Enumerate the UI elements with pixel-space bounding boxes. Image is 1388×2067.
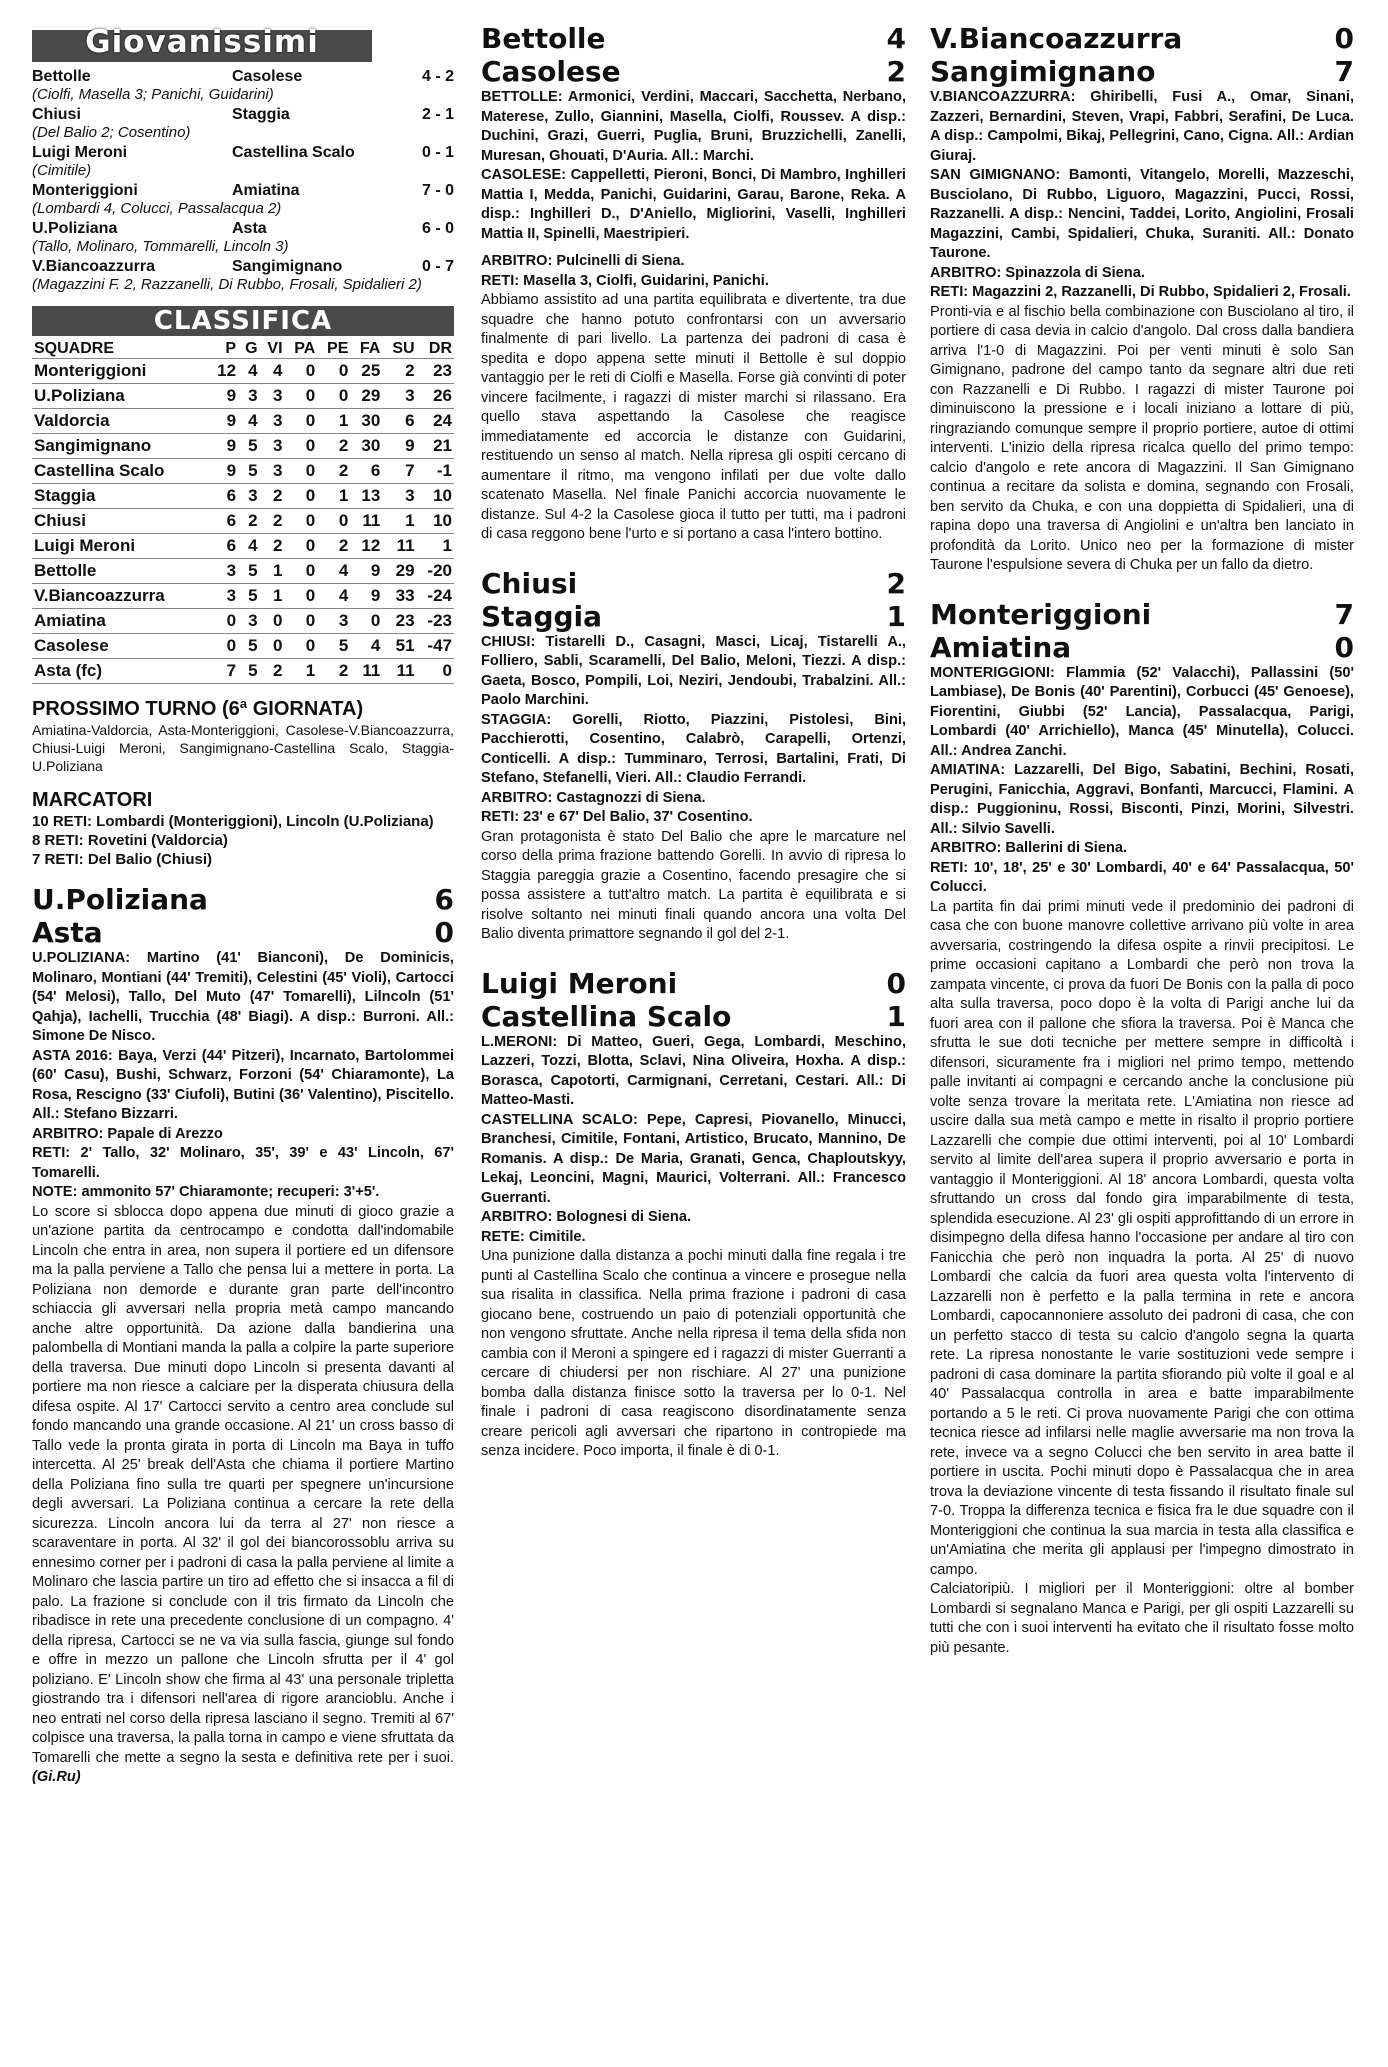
stat-cell: 33 [382,584,416,609]
stat-cell: 9 [208,384,238,409]
team-name: Casolese [32,634,208,659]
standings-row [32,609,454,634]
team-name: Sangimignano [32,434,208,459]
stat-cell: 0 [350,609,382,634]
standings-col-header: SU [392,340,415,357]
stat-cell: 1 [317,484,350,509]
match-report [32,1203,454,1788]
lineup-away: AMIATINA: Lazzarelli, Del Bigo, Sabatini, Bechini, Rosati, Perugini, Fanicchia, Aggravi, Bonfanti, Marcucci, Flamini. A disp.: Puggioninu, Rossi, Bisconti, Pinzi, Morini, Silvestri. All.: Silvio Savelli. [930,762,1354,837]
away-goals: 0 [1334,630,1354,664]
stat-cell: 0 [285,359,318,384]
standings-row [32,509,454,534]
stat-cell: 9 [382,434,416,459]
away-team: Casolese [232,68,303,85]
stat-cell: 2 [317,534,350,559]
stat-cell: 3 [238,609,260,634]
stat-cell: 2 [260,659,285,684]
stat-cell: 2 [382,359,416,384]
referee: ARBITRO: Spinazzola di Siena. [930,264,1145,281]
standings-col-header: PA [294,340,316,357]
column-right [930,22,1354,1658]
stat-cell: 2 [317,659,350,684]
away-goals: 1 [886,599,906,633]
home-team: Chiusi [481,566,578,600]
standings-row [32,534,454,559]
scorers: (Del Balio 2; Cosentino) [32,124,191,141]
home-team: Luigi Meroni [32,144,128,161]
stat-cell: 9 [350,559,382,584]
away-team: Amiatina [930,630,1072,664]
stat-cell: 2 [238,509,260,534]
stat-cell: 11 [350,509,382,534]
stat-cell: 29 [382,559,416,584]
stat-cell: 0 [285,559,318,584]
stat-cell: 0 [208,634,238,659]
stat-cell: 6 [208,484,238,509]
score: 2 - 1 [421,106,454,123]
stat-cell: 1 [285,659,318,684]
team-name: Castellina Scalo [32,459,208,484]
standings-table [32,340,454,684]
home-goals: 7 [1334,597,1354,631]
standings-col-header: DR [428,340,452,357]
scorers: (Magazzini F. 2, Razzanelli, Di Rubbo, Frosali, Spidalieri 2) [32,276,422,293]
away-team: Staggia [232,106,290,123]
giovanissimi-banner: Giovanissimi [32,22,372,62]
stat-cell: 5 [238,559,260,584]
team-name: Amiatina [32,609,208,634]
match-bettolle-casolese [481,22,906,545]
home-goals: 4 [886,22,906,55]
stat-cell: 29 [350,384,382,409]
marcatori-line: 10 RETI: Lombardi (Monteriggioni), Lincoln (U.Poliziana) [32,813,434,830]
stat-cell: 0 [260,634,285,659]
team-name: Staggia [32,484,208,509]
stat-cell: 4 [317,559,350,584]
away-team: Amiatina [232,182,300,199]
stat-cell: 1 [417,534,454,559]
lineup-away: CASOLESE: Cappelletti, Pieroni, Bonci, Di Mambro, Inghilleri Mattia I, Medda, Panichi, Guidarini, Garau, Barone, Reka. A disp.: Inghilleri D., D'Aniello, Migliorini, Vaselli, Inghilleri Mattia II, Spinelli, Maestripieri. [481,167,906,242]
team-name: Chiusi [32,509,208,534]
stat-cell: 3 [317,609,350,634]
standings-col-header: G [245,340,258,357]
standings-col-header: P [225,340,237,357]
stat-cell: 7 [382,459,416,484]
score: 7 - 0 [421,182,454,199]
stat-cell: 0 [285,459,318,484]
column-left [32,22,454,1788]
lineup-home: U.POLIZIANA: Martino (41' Bianconi), De Dominicis, Molinaro, Montiani (44' Tremiti), Celestini (45' Violi), Cartocci (54' Melosi), Tallo, Del Muto (47' Tomarelli), Lilncoln (51' Qahja), Iachelli, Trucchia (48' Biagi). A disp.: Burroni. All.: Simone De Nisco. [32,950,454,1044]
stat-cell: 0 [260,609,285,634]
away-team: Castellina Scalo [232,144,355,161]
prossimo-turno-text: Amiatina-Valdorcia, Asta-Monteriggioni, Casolese-V.Biancoazzurra, Chiusi-Luigi Meroni, Sangimignano-Castellina Scalo, Staggia-U.Poliziana [32,722,454,774]
match-report: Una punizione dalla distanza a pochi minuti dalla fine regala i tre punti al Castellina Scalo che continua a vincere e prosegue nella sua risalita in classifica. Nella prima frazione i padroni di casa giocano bene, costruendo un paio di potenziali opportunità che non vengono sfruttate. Anche nella ripresa il tema della sfida non cambia con il Meroni a spingere ed i ragazzi di mister Guerranti a cercare di chiudersi per non rischiare. Al 27' una punizione bomba dalla distanza finisce sotto la traversa per lo 0-1. Nel finale i padroni di casa reagiscono disordinatamente senza creare pericoli agli avversari che ripartono in contropiede ma senza incidere. Poco importa, il finale è di 0-1. [481,1248,906,1459]
standings-col-header: PE [327,340,349,357]
referee: ARBITRO: Papale di Arezzo [32,1125,223,1142]
stat-cell: 11 [382,534,416,559]
away-goals: 7 [1334,55,1354,88]
stat-cell: 0 [417,659,454,684]
stat-cell: 9 [208,434,238,459]
stat-cell: 1 [260,559,285,584]
stat-cell: 10 [417,484,454,509]
stat-cell: 3 [238,484,260,509]
match-report: Pronti-via e al fischio bella combinazione con Busciolano al tiro, il portiere di casa devia in calcio d'angolo. Dal cross dalla bandiera arriva l'1-0 di Magazzini. Poi per venti minuti è solo San Gimignano, padrone del campo tanto da segnare altri due reti con Razzanelli e Di Rubbo. I ragazzi di mister Taurone poi diminuiscono la pressione e i locali iniziano a lottare di più, ringraziando comunque sempre il proprio portiere, autoe di ottimi interventi. L'inizio della ripresa ricalca quello del primo tempo: calcio d'angolo e rete ancora di Magazzini. Il San Gimignano continua a recitare da solista e domina, segnando con Frosali, ben servito da Chuka, e con una doppietta di Spidalieri, una di rapina dopo una traversa di Angiolini e un'altra ben lanciato in profondità da Lorito. Unico neo per la formazione di mister Taurone l'espulsione severa di Chuka per un fallo da dietro. [930,303,1354,573]
scorers: (Ciolfi, Masella 3; Panichi, Guidarini) [32,86,274,103]
result-item [32,258,454,294]
lineup-home: V.BIANCOAZZURRA: Ghiribelli, Fusi A., Omar, Sinani, Zazzeri, Bernardini, Steven, Vrapi, Fabbri, Serafini, De Luca. A disp.: Campolmi, Bikaj, Pellegrini, Cano, Cigna. All.: Ardian Giuraj. [930,89,1354,164]
stat-cell: 10 [417,509,454,534]
team-name: U.Poliziana [32,384,208,409]
stat-cell: 9 [208,459,238,484]
stat-cell: 0 [285,509,318,534]
stat-cell: 0 [208,609,238,634]
home-goals: 2 [886,566,906,600]
team-name: Valdorcia [32,409,208,434]
match-chiusi-staggia [481,567,906,945]
lineup-away: STAGGIA: Gorelli, Riotto, Piazzini, Pistolesi, Bini, Pacchierotti, Cosentino, Calabrò, Carapelli, Ortenzi, Conticelli. A disp.: Tumminaro, Terrosi, Bartalini, Frati, Di Stefano, Stefanelli, Vieri. All.: Claudio Ferrandi. [481,711,906,786]
away-team: Sangimignano [930,55,1156,88]
goals: RETI: 23' e 67' Del Balio, 37' Cosentino. [481,809,753,825]
standings-row [32,559,454,584]
marcatori-title: MARCATORI [32,789,153,811]
home-team: V.Biancoazzurra [930,22,1183,55]
home-team: Chiusi [32,106,81,123]
stat-cell: 0 [317,359,350,384]
goals: RETI: Magazzini 2, Razzanelli, Di Rubbo, Spidalieri 2, Frosali. [930,284,1351,300]
lineup-home: L.MERONI: Di Matteo, Gueri, Gega, Lombardi, Meschino, Lazzeri, Tozzi, Blotta, Sclavi, Nina Oliveira, Hoxha. A disp.: Borasca, Capotorti, Carmignani, Cerretani, Cestari. All.: Di Matteo-Masti. [481,1033,906,1108]
stat-cell: 3 [260,409,285,434]
team-name: Monteriggioni [32,359,208,384]
stat-cell: 12 [208,359,238,384]
home-team: Luigi Meroni [481,966,678,1000]
stat-cell: -23 [417,609,454,634]
notes: NOTE: ammonito 57' Chiaramonte; recuperi: 3'+5'. [32,1184,380,1200]
stat-cell: 4 [350,634,382,659]
stat-cell: 3 [382,484,416,509]
goals: RETI: Masella 3, Ciolfi, Guidarini, Panichi. [481,272,769,289]
away-team: Asta [32,916,103,949]
match-report: La partita fin dai primi minuti vede il predominio dei padroni di casa che con buone manovre collettive arrivano più volte in area avversaria, costringendo la difesa ospite a rinvii precipitosi. Le prime occasioni capitano a Lombardi che però non trova la zampata vincente, ci prova da fuori De Bonis con la palla di poco alta sulla traversa, poco dopo è la volta di Parigi anche lui da fuori area con il pallone che sfiora la traversa. Poi è Manca che sfrutta le sue doti tecniche per mettere sempre in difficoltà i difensori, sicuramente fra i migliori nel primo tempo, mettendo palle invitanti ai compagni e cercando anche la conclusione più volte senza trovare la meritata rete. L'Amiatina non riesce ad uscire dalla sua metà campo e mette in risalto il proprio portiere Lazzarelli che compie due ottimi interventi, poi al 10' Lombardi servito al limite dell'area supera il proprio avversario e porta in vantaggio il Monteriggioni. Al 18' ancora Lombardi, questa volta sfruttando un cross dal fondo gira imparabilmente di testa, splendida esecuzione. Al 23' gli ospiti approfittando di un errore in disimpegno della difesa hanno l'occasione per andare al tiro con Fanicchia che però non inquadra la porta. Al 25' di nuovo Lombardi che calcia da fuori area questa volta l'intervento di Lazzarelli non è perfetto e la palla termina in rete e ancora Lombardi, capocannoniere assoluto dei padroni di casa, che con un perfetto stacco di testa su calcio d'angolo segna la quarta rete. La ripresa nonostante le varie sostituzioni vede sempre i padroni di casa dominare la partita sfiorando più volte il goal e al 40' Passalacqua controlla in area e batte imparabilmente portando a 5 le reti. Ci prova nuovamente Parigi che con ottima tecnica riesce ad infilarsi nelle maglie avversarie ma non trova la rete, invece va a segno Colucci che ben servito in area batte il portiere in uscita. Pochi minuti dopo è Passalacqua che in area trova la deviazione vincente di testa fissando il risultato finale sul 7-0. Troppa la differenza tecnica e fisica fra le due squadre con il Monteriggioni che continua la sua marcia in testa alla classifica e un'Amiatina che merita gli applausi per l'impegno dimostrato in campo. [930,898,1354,1578]
stat-cell: 21 [417,434,454,459]
stat-cell: 0 [285,584,318,609]
away-team: Castellina Scalo [481,999,732,1033]
stat-cell: 25 [350,359,382,384]
stat-cell: 1 [317,409,350,434]
standings-row [32,409,454,434]
lineup-home: CHIUSI: Tistarelli D., Casagni, Masci, Licaj, Tistarelli A., Folliero, Sabli, Scaramelli, Del Balio, Meloni, Tiezzi. A disp.: Gaeta, Bosco, Pompili, Loi, Neziri, Jendoubi, Trabalzini. All.: Paolo Marchini. [481,633,906,708]
stat-cell: 12 [350,534,382,559]
stat-cell: -24 [417,584,454,609]
stat-cell: 0 [285,434,318,459]
scorers: (Tallo, Molinaro, Tommarelli, Lincoln 3) [32,238,289,255]
lineup-away: CASTELLINA SCALO: Pepe, Capresi, Piovanello, Minucci, Branchesi, Cimitile, Fontani, Artistico, Brucato, Mannino, De Romanis. A disp.: De Maria, Granati, Genca, Chaploutskyy, Lekaj, Leoncini, Magni, Maurici, Volterrani. All.: Francesco Guerranti. [481,1111,906,1206]
team-name: Luigi Meroni [32,534,208,559]
stat-cell: 23 [382,609,416,634]
match-closing-notes: Calciatoripiù. I migliori per il Monteriggioni: oltre al bomber Lombardi si segnalano Manca e Parigi, per gli ospiti Lazzarelli su tutti che con i suoi interventi ha evitato che il risultato fosse molto più pesante. [930,1581,1354,1656]
standings-row [32,634,454,659]
match-meroni-castellina [481,967,906,1462]
stat-cell: 0 [317,509,350,534]
standings-row [32,359,454,384]
standings-col-header: FA [359,340,381,357]
away-team: Sangimignano [232,258,343,275]
home-team: U.Poliziana [32,220,118,237]
stat-cell: 9 [350,584,382,609]
standings-row [32,459,454,484]
home-goals: 0 [886,966,906,1000]
score: 4 - 2 [421,68,454,85]
stat-cell: -1 [417,459,454,484]
stat-cell: 6 [350,459,382,484]
stat-cell: -20 [417,559,454,584]
stat-cell: 4 [260,359,285,384]
home-goals: 0 [1334,22,1354,55]
standings-col-header: SQUADRE [34,340,115,357]
column-middle [481,22,906,1462]
marcatori-line: 8 RETI: Rovetini (Valdorcia) [32,832,228,849]
stat-cell: 1 [382,509,416,534]
match-report: Abbiamo assistito ad una partita equilibrata e divertente, tra due squadre che hanno potuto confrontarsi con un avversario finalmente di pari livello. La partenza dei padroni di casa è spedita e dopo appena sette minuti il Bettolle è sul doppio vantaggio per le reti di Ciolfi e Masella. Forse già convinti di poter vincere facilmente, i ragazzi di mister marchi si rilassano. Era quello stava aspettando la Casolese che reagisce immediatamente ed accorcia le distanze con Guidarini, restituendo un senso al match. Nella ripresa gli ospiti cercano di aumentare il ritmo, ma vengono infilati per due volte dallo scatenato Masella. Nel finale Panichi accorcia nuovamente le distanze. Sul 4-2 la Casolese gioca il tutto per tutti, ma i padroni di casa reggono bene l'urto e si portano a casa l'intero bottino. [481,292,906,542]
stat-cell: 30 [350,409,382,434]
results-list [32,68,454,294]
home-team: Bettolle [481,22,606,55]
prossimo-turno-title: PROSSIMO TURNO (6ª GIORNATA) [32,698,364,720]
home-team: V.Biancoazzurra [32,258,156,275]
stat-cell: 0 [285,634,318,659]
stat-cell: 0 [285,384,318,409]
stat-cell: 13 [350,484,382,509]
referee: ARBITRO: Pulcinelli di Siena. [481,253,685,269]
scorers: (Lombardi 4, Colucci, Passalacqua 2) [32,200,282,217]
team-name: Asta (fc) [32,659,208,684]
match-report: Gran protagonista è stato Del Balio che apre le marcature nel corso della prima frazione battendo Gorelli. In avvio di ripresa lo Staggia pareggia grazie a Cosentino, facendo presagire che si possa assistere a tutt'altro match. La partita è equilibrata e si risolve soltanto nei minuti finali quando ancora una volta Del Balio diventa primattore segnando il gol del 2-1. [481,828,906,942]
match-biancoazzurra-sangimignano [930,22,1354,576]
stat-cell: 0 [285,409,318,434]
match-poliziana-asta [32,883,454,1788]
author-signature: (Gi.Ru) [32,1769,81,1785]
away-goals: 0 [434,916,454,949]
stat-cell: 4 [238,359,260,384]
stat-cell: 4 [317,584,350,609]
referee: ARBITRO: Ballerini di Siena. [930,840,1128,856]
standings-col-header: VI [267,340,283,357]
stat-cell: 1 [260,584,285,609]
stat-cell: 3 [208,559,238,584]
stat-cell: 2 [317,434,350,459]
stat-cell: 5 [238,659,260,684]
stat-cell: 2 [260,509,285,534]
stat-cell: 0 [285,484,318,509]
stat-cell: 6 [208,509,238,534]
away-team: Casolese [481,55,621,88]
stat-cell: 3 [260,459,285,484]
lineup-away: ASTA 2016: Baya, Verzi (44' Pitzeri), Incarnato, Bartolommei (60' Casu), Bushi, Schwarz, Forzoni (54' Chiaramonte), La Rosa, Rescigno (33' Ciufoli), Butini (36' Valentino), Piscitello. All.: Stefano Bizzarri. [32,1047,454,1122]
score: 6 - 0 [421,220,454,237]
goals: RETI: 10', 18', 25' e 30' Lombardi, 40' e 64' Passalacqua, 50' Colucci. [930,859,1354,895]
marcatori-line: 7 RETI: Del Balio (Chiusi) [32,851,213,868]
stat-cell: 9 [208,409,238,434]
stat-cell: 0 [317,384,350,409]
stat-cell: -47 [417,634,454,659]
home-team: Monteriggioni [930,597,1152,631]
result-item [32,182,454,218]
team-name: Bettolle [32,559,208,584]
lineup-away: SAN GIMIGNANO: Bamonti, Vitangelo, Morelli, Mazzeschi, Busciolano, Di Rubbo, Liguoro, Magazzini, Pucci, Rossi, Razzanelli. A disp.: Nencini, Taddei, Lorito, Angiolini, Frosali Magazzini, Cambi, Spidalieri, Chuka, Suraniti. All.: Donato Taurone. [930,167,1354,261]
stat-cell: 11 [350,659,382,684]
standings-row [32,584,454,609]
away-team: Staggia [481,599,603,633]
stat-cell: 4 [238,534,260,559]
stat-cell: 0 [285,609,318,634]
stat-cell: 3 [208,584,238,609]
result-item [32,144,454,180]
stat-cell: 24 [417,409,454,434]
standings-row [32,659,454,684]
match-monteriggioni-amiatina [930,598,1354,1659]
score: 0 - 1 [421,144,454,161]
stat-cell: 7 [208,659,238,684]
stat-cell: 5 [317,634,350,659]
stat-cell: 11 [382,659,416,684]
stat-cell: 30 [350,434,382,459]
scorers: (Cimitile) [32,162,92,179]
stat-cell: 5 [238,459,260,484]
goals: RETE: Cimitile. [481,1228,586,1245]
stat-cell: 5 [238,584,260,609]
stat-cell: 23 [417,359,454,384]
stat-cell: 3 [238,384,260,409]
home-team: Bettolle [32,68,91,85]
stat-cell: 2 [260,534,285,559]
referee: ARBITRO: Bolognesi di Siena. [481,1209,691,1225]
stat-cell: 5 [238,634,260,659]
result-item [32,220,454,256]
standings-row [32,384,454,409]
stat-cell: 2 [317,459,350,484]
result-item [32,68,454,104]
lineup-home: BETTOLLE: Armonici, Verdini, Maccari, Sacchetta, Nerbano, Materese, Zullo, Giannini, Masella, Ciolfi, Roussev. A disp.: Duchini, Grazi, Guerri, Puglia, Bruni, Bruzzichelli, Zanelli, Muresan, Ghouati, D'Auria. All.: Marchi. [481,89,906,164]
report-text: Lo score si sblocca dopo appena due minuti di gioco grazie a un'azione partita da centrocampo e condotta dall'indomabile Lincoln che entra in area, non supera il portiere ed un difensore ma la palla perviene a Tallo che pensa lui a mettere in porta. La Poliziana non demorde e durante gran parte dell'incontro schiaccia gli avversari nella propria metà campo mancando anche altre opportunità. Da azione dalla bandierina una palombella di Montiani manda la palla a colpire la parte superiore della traversa. Due minuti dopo Lincoln si presenta davanti al portiere ma non riesce a calciare per la disperata chiusura della difesa ospite. Al 17' Cartocci servito a centro area conclude sul fondo mancando una grande occasione. Al 21' un cross basso di Tallo vede la pronta girata in porta di Lincoln ma Baya in tuffo intercetta. Al 25' break dell'Asta che chiama il portiere Martino della Poliziana fino sulla tre quarti per spegnere un'incursione degli avversari. La Poliziana continua a cercare la rete della sicurezza. Lincoln ancora lui da terra al 27' non riesce a scaraventare in porta. Al 32' il gol dei biancorossoblu arriva su ennesimo corner per i padroni di casa la palla perviene al limite a Molinaro che lascia partire un tiro ad effetto che si insacca a fil di palo. La frazione si conclude con il tris firmato da Lincoln che ribadisce in rete una precedente conclusione di un compagno. 4' della ripresa, Cartocci se ne va via sulla fascia, giunge sul fondo e offre in mezzo un pallone che Lincoln sfrutta per il 4' gol poliziano. E' Lincoln show che firma al 43' una personale tripletta giostrando tra i difensori nell'area di rigore arancioblu. Anche i neo entrati nel corso della ripresa lasciano il segno. Tremiti al 67' colpisce una traversa, la palla torna in campo e viene sfruttata da Tomarelli che mette a segno la sesta e definitiva rete per i suoi. [32,1203,454,1766]
stat-cell: 5 [238,434,260,459]
away-goals: 2 [886,55,906,88]
stat-cell: 0 [285,534,318,559]
home-team: Monteriggioni [32,182,138,199]
stat-cell: 2 [260,484,285,509]
stat-cell: 51 [382,634,416,659]
standings-header [32,340,454,359]
away-goals: 1 [886,999,906,1033]
stat-cell: 3 [260,384,285,409]
home-goals: 6 [434,883,454,916]
home-team: U.Poliziana [32,883,208,916]
stat-cell: 6 [382,409,416,434]
stat-cell: 3 [382,384,416,409]
stat-cell: 3 [260,434,285,459]
result-item [32,106,454,142]
away-team: Asta [232,220,267,237]
referee: ARBITRO: Castagnozzi di Siena. [481,789,706,806]
team-name: V.Biancoazzurra [32,584,208,609]
stat-cell: 6 [208,534,238,559]
classifica-banner: CLASSIFICA [32,306,454,336]
lineup-home: MONTERIGGIONI: Flammia (52' Valacchi), Pallassini (50' Lambiase), De Bonis (40' Parentini), Corbucci (45' Genoese), Fiorentini, Giubbi (52' Lancia), Passalacqua, Parigi, Lombardi (40' Arrichiello), Manca (45' Minutella), Colucci. All.: Andrea Zanchi. [930,664,1354,759]
standings-row [32,484,454,509]
score: 0 - 7 [421,258,454,275]
stat-cell: 4 [238,409,260,434]
goals: RETI: 2' Tallo, 32' Molinaro, 35', 39' e 43' Lincoln, 67' Tomarelli. [32,1145,454,1181]
standings-row [32,434,454,459]
stat-cell: 26 [417,384,454,409]
